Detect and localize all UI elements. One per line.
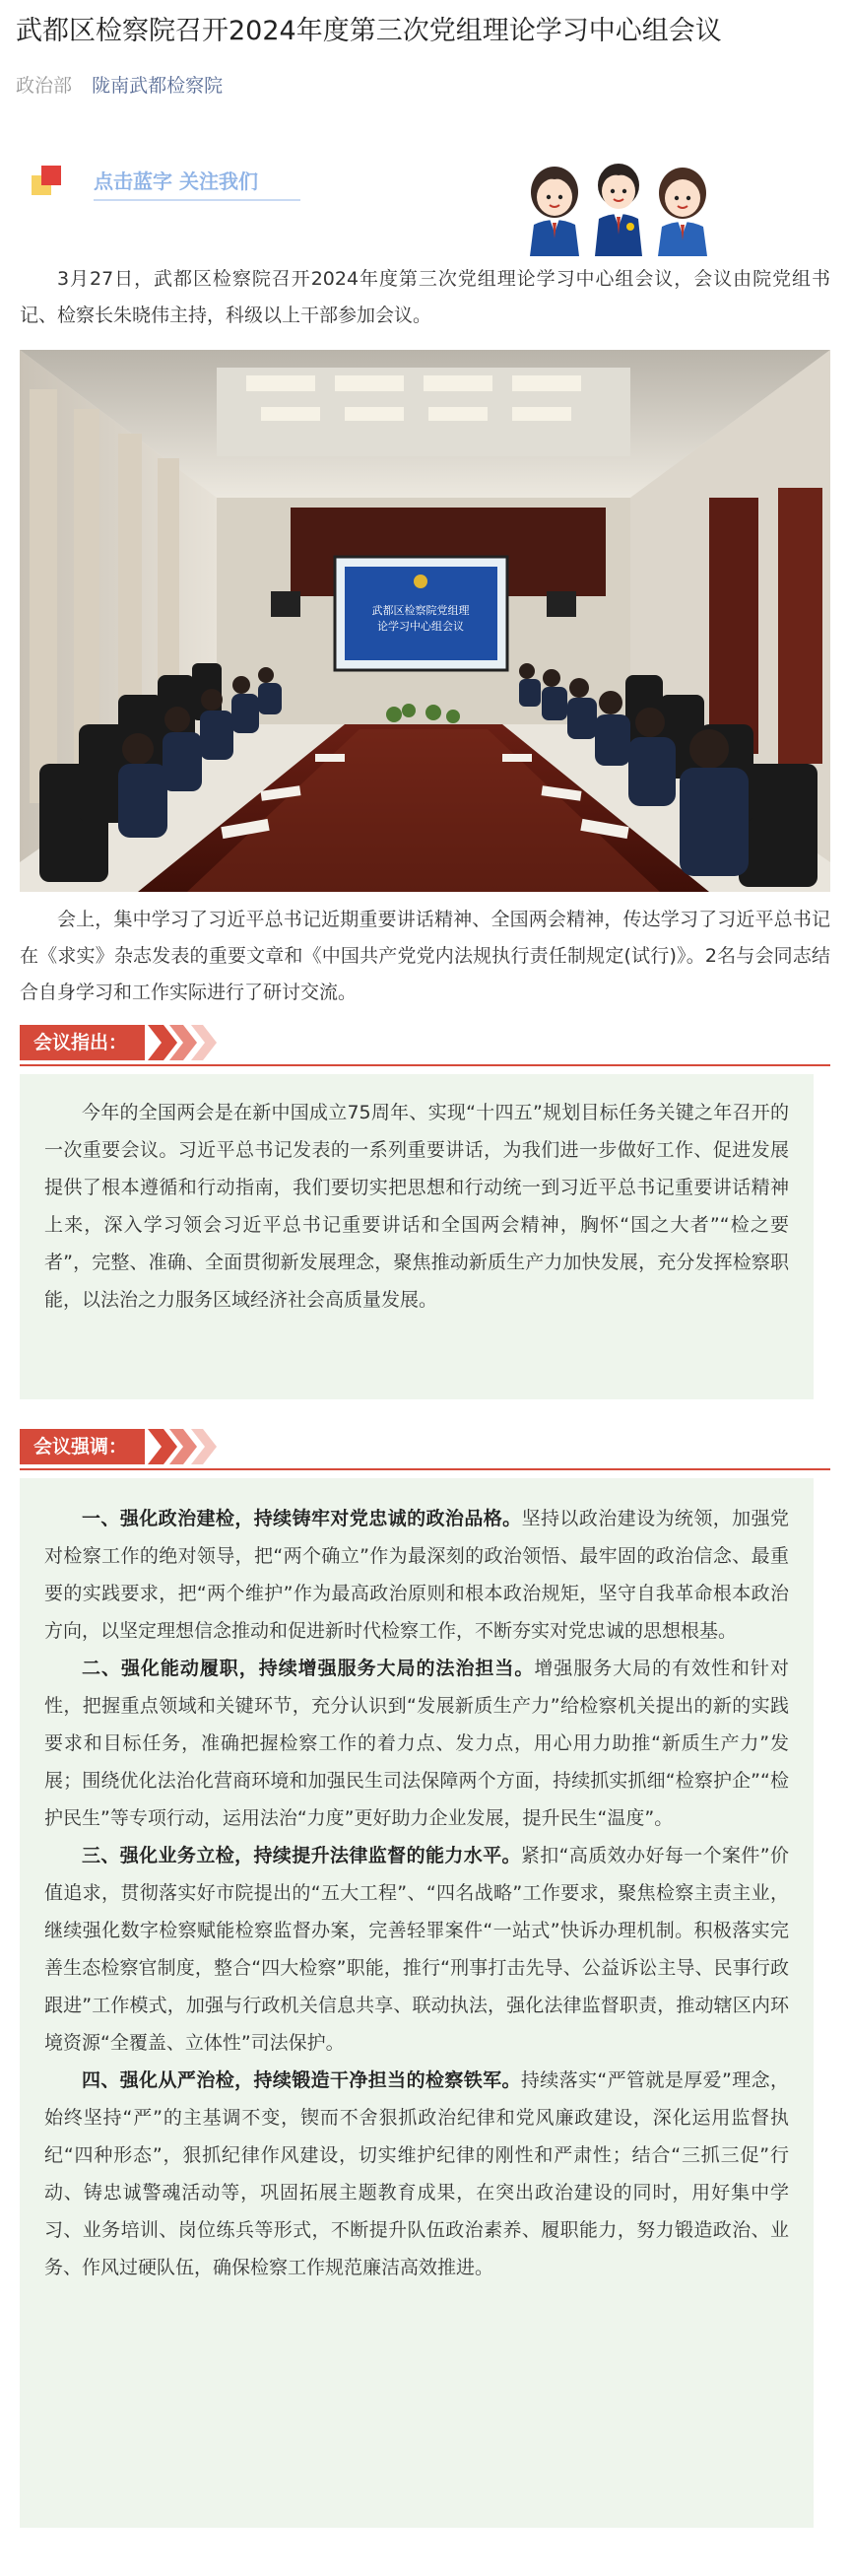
emphasis-item-3 (44, 1837, 789, 2062)
section-header-emphasis (20, 1429, 830, 1470)
chevron-arrows-icon (148, 1025, 227, 1060)
emphasis-item-4-body: 持续落实“严管就是厚爱”理念，始终坚持“严”的主基调不变，锲而不舍狠抓政治纪律和党风廉政建设，深化运用监督执纪“四种形态”，狠抓纪律作风建设，切实维护纪律的刚性和严肃性；结合“三抓三促”行动、铸忠诚警魂活动等，巩固拓展主题教育成果，在突出政治建设的同时，用好集中学习、业务培训、岗位练兵等形式，不断提升队伍政治素养、履职能力，努力锻造政治、业务、作风过硬队伍，确保检察工作规范廉洁高效推进。 (44, 2069, 789, 2278)
emphasis-item-4 (44, 2062, 789, 2286)
screen-line-1: 武都区检察院党组理 (371, 604, 470, 617)
article-title: 武都区检察院召开2024年度第三次党组理论学习中心组会议 (16, 16, 722, 46)
article-author: 政治部 (16, 75, 73, 97)
follow-banner[interactable] (20, 148, 830, 256)
meeting-room-illustration (20, 350, 830, 892)
emphasis-item-1-heading: 一、强化政治建检，持续铸牢对党忠诚的政治品格。 (82, 1508, 522, 1529)
section-box-points (20, 1074, 814, 1399)
emphasis-item-2 (44, 1650, 789, 1837)
section-header-points (20, 1025, 830, 1066)
section-box-emphasis (20, 1478, 814, 2528)
follow-underline (94, 199, 300, 201)
prosecutor-mascots-icon (500, 148, 737, 256)
section-points-body: 今年的全国两会是在新中国成立75周年、实现“十四五”规划目标任务关键之年召开的一次重要会议。习近平总书记发表的一系列重要讲话，为我们进一步做好工作、促进发展提供了根本遵循和行动指南，我们要切实把思想和行动统一到习近平总书记重要讲话精神上来，深入学习领会习近平总书记重要讲话和全国两会精神，胸怀“国之大者”“检之要者”，完整、准确、全面贯彻新发展理念，聚焦推动新质生产力加快发展，充分发挥检察职能，以法治之力服务区域经济社会高质量发展。 (44, 1102, 789, 1311)
section-label-emphasis: 会议强调： (20, 1429, 145, 1464)
emphasis-item-3-heading: 三、强化业务立检，持续提升法律监督的能力水平。 (82, 1845, 521, 1866)
follow-us-text[interactable]: 点击蓝字 关注我们 (94, 169, 258, 193)
emphasis-item-3-body: 紧扣“高质效办好每一个案件”价值追求，贯彻落实好市院提出的“五大工程”、“四名战略”工作要求，聚焦检察主责主业，继续强化数字检察赋能检察监督办案，完善轻罪案件“一站式”快诉办理机制。积极落实完善生态检察官制度，整合“四大检察”职能，推行“刑事打击先导、公益诉讼主导、民事行政跟进”工作模式，加强与行政机关信息共享、联动执法，强化法律监督职责，推动辖区内环境资源“全覆盖、立体性”司法保护。 (44, 1845, 789, 2054)
emphasis-item-1 (44, 1500, 789, 1650)
screen-line-2: 论学习中心组会议 (377, 620, 464, 633)
emphasis-item-4-heading: 四、强化从严治检，持续锻造干净担当的检察铁军。 (82, 2069, 521, 2091)
section-label-points: 会议指出： (20, 1025, 145, 1060)
flag-icon (32, 166, 61, 195)
emphasis-item-2-body: 增强服务大局的有效性和针对性，把握重点领域和关键环节，充分认识到“发展新质生产力”给检察机关提出的新的实践要求和目标任务，准确把握检察工作的着力点、发力点，用心用力助推“新质生产力”发展；围绕优化法治化营商环境和加强民生司法保障两个方面，持续抓实抓细“检察护企”“检护民生”等专项行动，运用法治“力度”更好助力企业发展，提升民生“温度”。 (44, 1658, 789, 1829)
emphasis-item-2-heading: 二、强化能动履职，持续增强服务大局的法治担当。 (82, 1658, 535, 1679)
article-meta (16, 71, 223, 98)
emphasis-item-1-body: 坚持以政治建设为统领，加强党对检察工作的绝对领导，把“两个确立”作为最深刻的政治领悟、最牢固的政治信念、最重要的实践要求，把“两个维护”作为最高政治原则和根本政治规矩，坚守自我革命根本政治方向，以坚定理想信念推动和促进新时代检察工作，不断夯实对党忠诚的思想根基。 (44, 1508, 789, 1642)
account-name-link[interactable]: 陇南武都检察院 (92, 75, 224, 97)
chevron-arrows-icon (148, 1429, 227, 1464)
intro-paragraph: 3月27日，武都区检察院召开2024年度第三次党组理论学习中心组会议，会议由院党组书记、检察长朱晓伟主持，科级以上干部参加会议。 (20, 268, 830, 326)
study-paragraph: 会上，集中学习了习近平总书记近期重要讲话精神、全国两会精神，传达学习了习近平总书记在《求实》杂志发表的重要文章和《中国共产党党内法规执行责任制规定(试行)》。2名与会同志结合自身学习和工作实际进行了研讨交流。 (20, 909, 830, 1003)
meeting-photo (20, 350, 830, 892)
